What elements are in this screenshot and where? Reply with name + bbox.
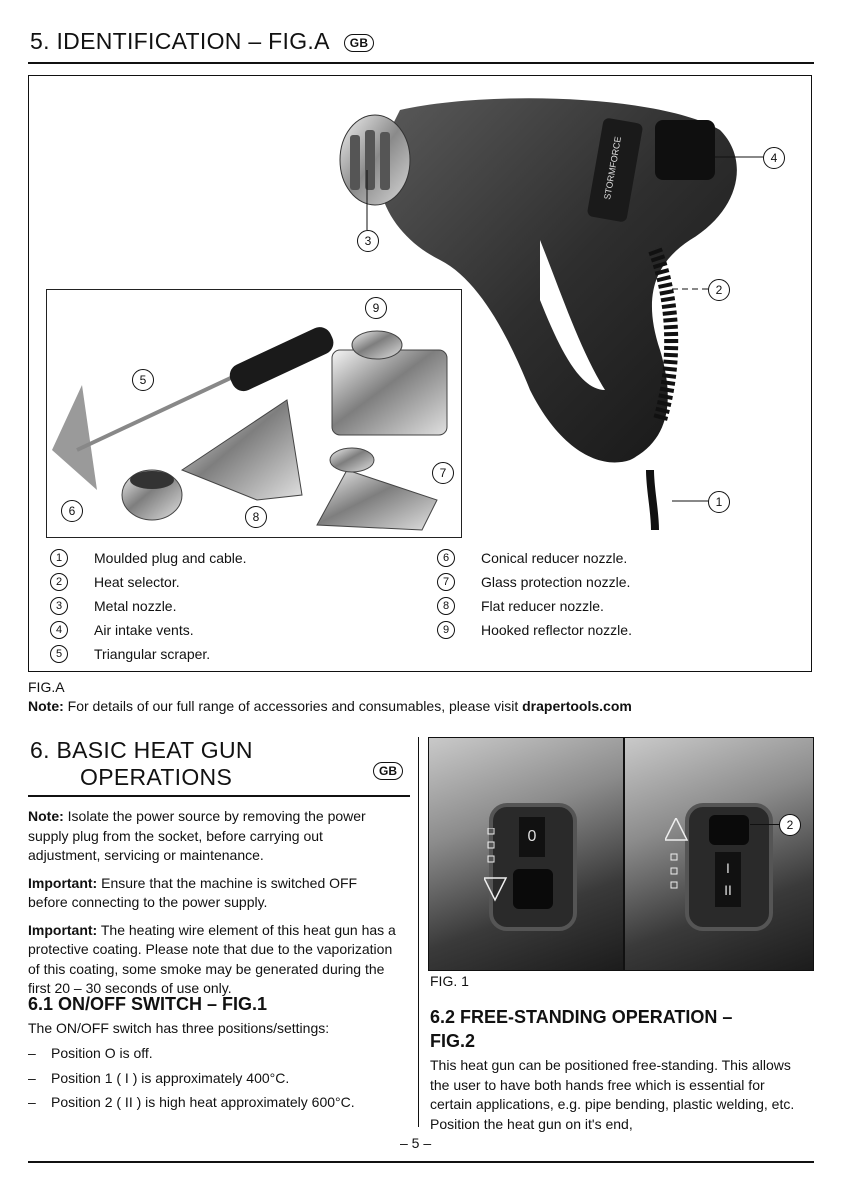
legend-item xyxy=(50,570,247,594)
legend-text: Glass protection nozzle. xyxy=(481,574,631,590)
subsection-6-2-title-line1: 6.2 FREE-STANDING OPERATION – xyxy=(430,1007,733,1027)
drapertools-link[interactable]: drapertools.com xyxy=(522,698,632,714)
legend-item xyxy=(437,546,632,570)
legend-number: 8 xyxy=(437,597,455,615)
legend-number: 7 xyxy=(437,573,455,591)
legend-item xyxy=(50,618,247,642)
list-item: – Position 2 ( II ) is high heat approximately 600°C. xyxy=(28,1094,355,1110)
fig1-callout-2: 2 xyxy=(779,814,801,836)
gb-badge-text: GB xyxy=(373,762,403,780)
page-number: – 5 – xyxy=(400,1135,432,1151)
switch-slider xyxy=(513,869,553,909)
callout-8: 8 xyxy=(245,506,267,528)
legend-item xyxy=(437,570,632,594)
switch-off-important xyxy=(28,874,398,913)
legend-text: Air intake vents. xyxy=(94,622,194,638)
callout-3: 3 xyxy=(357,230,379,252)
callout-7: 7 xyxy=(432,462,454,484)
legend-item xyxy=(50,546,247,570)
switch-intro: The ON/OFF switch has three positions/settings: xyxy=(28,1020,330,1036)
accessories-note xyxy=(28,698,632,714)
legend-number: 4 xyxy=(50,621,68,639)
para-text: Isolate the power source by removing the power supply plug from the socket, before carrying out adjustment, servicing or maintenance. xyxy=(28,808,366,863)
subsection-6-2-title-line2: FIG.2 xyxy=(430,1031,476,1051)
list-item-text: Position 2 ( II ) is high heat approximately 600°C. xyxy=(51,1094,355,1110)
legend-number: 9 xyxy=(437,621,455,639)
legend-text: Flat reducer nozzle. xyxy=(481,598,604,614)
legend-number: 6 xyxy=(437,549,455,567)
para-text: Ensure that the machine is switched OFF before connecting to the power supply. xyxy=(28,874,358,910)
subsection-6-1-title: 6.1 ON/OFF SWITCH – FIG.1 xyxy=(28,994,268,1014)
legend-text: Conical reducer nozzle. xyxy=(481,550,628,566)
legend-number: 3 xyxy=(50,597,68,615)
callout-4: 4 xyxy=(763,147,785,169)
arrow-down-icon xyxy=(484,828,514,908)
legend-text: Moulded plug and cable. xyxy=(94,550,247,566)
switch-position-2-label: II xyxy=(724,882,732,898)
column-divider xyxy=(418,737,419,1127)
section-6-rule xyxy=(28,795,410,797)
section-6-body xyxy=(28,807,398,999)
arrow-up-icon xyxy=(665,818,695,898)
switch-position-1-label: I xyxy=(726,860,730,876)
legend-text: Metal nozzle. xyxy=(94,598,177,614)
callout-9: 9 xyxy=(365,297,387,319)
switch-slider xyxy=(709,815,749,845)
legend-number: 5 xyxy=(50,645,68,663)
switch-position-off-label: 0 xyxy=(519,817,545,857)
callout-5: 5 xyxy=(132,369,154,391)
accessories-illustration xyxy=(47,290,461,537)
accessories-inset xyxy=(46,289,462,538)
switch-housing xyxy=(685,803,773,931)
legend-item xyxy=(437,618,632,642)
footer-rule xyxy=(28,1161,814,1163)
brand-text: STORMFORCE xyxy=(602,135,624,201)
para-label: Important: xyxy=(28,921,98,938)
list-item-text: Position 1 ( I ) is approximately 400°C. xyxy=(51,1069,290,1086)
note-label: Note: xyxy=(28,698,64,714)
list-item-text: Position O is off. xyxy=(51,1045,153,1061)
switch-position-labels xyxy=(715,852,741,907)
section-6-title-line2: OPERATIONS xyxy=(80,764,233,790)
fig1-photo-on xyxy=(624,737,814,971)
callout-2: 2 xyxy=(708,279,730,301)
para-label: Important: xyxy=(28,874,98,891)
para-text: The heating wire element of this heat gun has a protective coating. Please note that due to the vaporization of this coating, some smoke may be generated during the first 20 – 30 seconds of use only. xyxy=(28,921,396,996)
para-label: Note: xyxy=(28,808,64,824)
coating-important xyxy=(28,921,398,999)
free-standing-text: This heat gun can be positioned free-standing. This allows the user to have both hands free which is essential for certain applications, e.g. pipe bending, plastic welding, etc. Position the heat gun on it's end, xyxy=(430,1057,795,1132)
subsection-6-2-title xyxy=(430,1005,732,1053)
legend-right xyxy=(437,546,632,642)
callout-1: 1 xyxy=(708,491,730,513)
legend-left xyxy=(50,546,247,666)
section-6-title-line1: 6. BASIC HEAT GUN xyxy=(30,737,253,763)
list-item: – Position O is off. xyxy=(28,1045,153,1061)
legend-text: Triangular scraper. xyxy=(94,646,211,662)
legend-text: Hooked reflector nozzle. xyxy=(481,622,632,638)
legend-text: Heat selector. xyxy=(94,574,180,590)
gb-badge: GB xyxy=(344,34,375,52)
legend-number: 2 xyxy=(50,573,68,591)
fig-a-caption: FIG.A xyxy=(28,679,65,695)
legend-number: 1 xyxy=(50,549,68,567)
section-5-title-text: 5. IDENTIFICATION – FIG.A xyxy=(30,28,330,54)
fig1-photo-off xyxy=(428,737,624,971)
legend-item xyxy=(437,594,632,618)
section-6-title xyxy=(30,737,253,791)
list-item: – Position 1 ( I ) is approximately 400°C. xyxy=(28,1069,290,1086)
isolate-note xyxy=(28,807,398,866)
switch-positions-list xyxy=(28,1044,408,1113)
legend-item xyxy=(50,594,247,618)
legend-item xyxy=(50,642,247,666)
fig-1-caption: FIG. 1 xyxy=(430,973,469,989)
callout-6: 6 xyxy=(61,500,83,522)
gb-badge-2 xyxy=(373,762,403,780)
callout-leader xyxy=(750,824,780,825)
note-text: For details of our full range of accessories and consumables, please visit xyxy=(63,698,523,714)
